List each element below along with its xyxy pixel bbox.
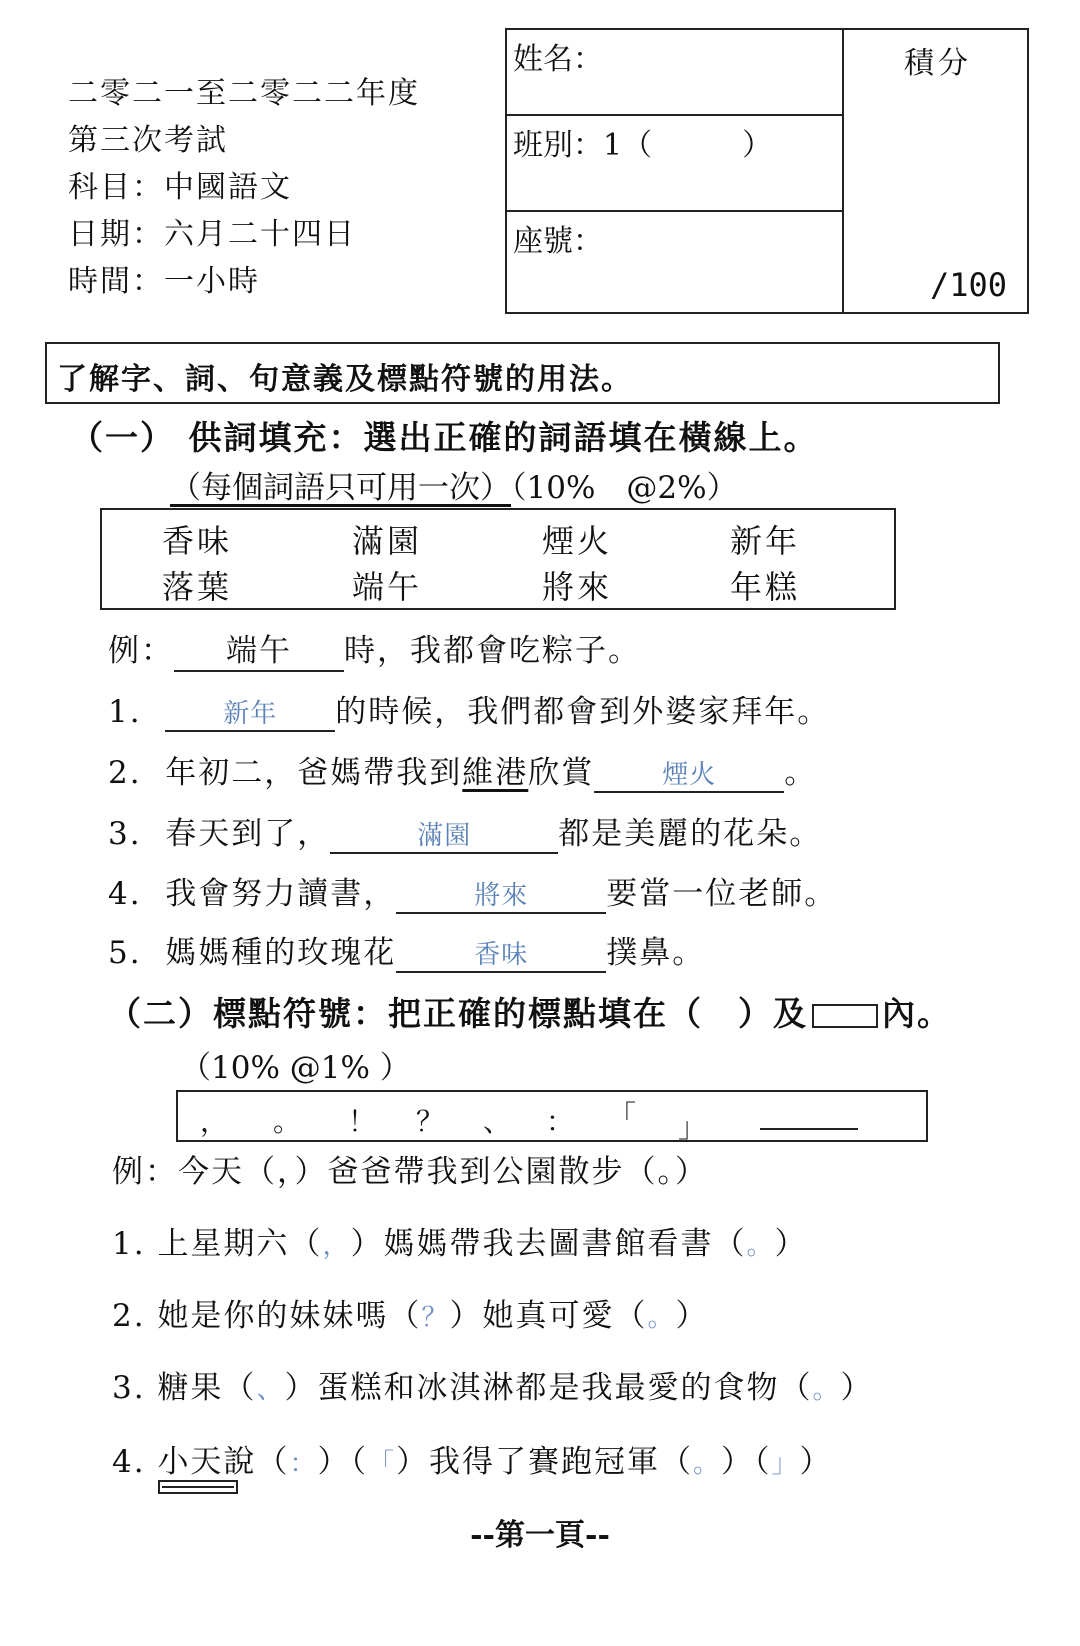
word-bank-item: 將來 (542, 568, 613, 606)
word-bank-item: 香味 (162, 522, 233, 560)
answer-blank[interactable]: 滿園 (330, 815, 558, 854)
section1-question-5: 5. 媽媽種的玫瑰花 香味 撲鼻。 (108, 935, 706, 971)
word-bank-item: 滿園 (352, 522, 423, 560)
instruction-box: 了解字、詞、句意義及標點符號的用法。 (45, 342, 1000, 404)
punct-answer[interactable]: 。 (692, 1449, 721, 1479)
punct-item: ： (546, 1105, 575, 1138)
punct-answer[interactable]: ： (289, 1449, 318, 1479)
answer-blank[interactable]: 煙火 (594, 754, 784, 793)
word-bank-item: 落葉 (162, 568, 233, 606)
school-year: 二零二一至二零二二年度 (68, 76, 420, 111)
punct-answer[interactable]: 。 (647, 1303, 676, 1333)
section1-question-4: 4. 我會努力讀書， 將來 要當一位老師。 (108, 876, 838, 912)
student-fields (507, 30, 844, 312)
answer-blank[interactable]: 香味 (396, 934, 606, 973)
word-bank-item: 年糕 (730, 568, 801, 606)
section2-question-2: 2. 她是你的妹妹嗎（？）她真可愛（。） (112, 1298, 709, 1334)
answer-blank[interactable]: 新年 (165, 693, 335, 732)
punct-item: ， (200, 1105, 229, 1138)
word-bank-item: 新年 (730, 522, 801, 560)
punct-item: 、 (483, 1105, 512, 1138)
section2-marks: （10% @1% ） (180, 1050, 411, 1086)
proper-name-mark (158, 1480, 238, 1494)
section1-note: （每個詞語只可用一次）（10% @2%） (170, 470, 738, 506)
seat-field[interactable]: 座號： (513, 224, 603, 259)
student-info-box (505, 28, 1029, 314)
section1-question-1: 1. 新年 的時候，我們都會到外婆家拜年。 (108, 694, 831, 730)
punct-answer[interactable]: 」 (771, 1449, 800, 1479)
section1-question-3: 3. 春天到了， 滿園 都是美麗的花朵。 (108, 816, 823, 852)
punct-item: 」 (678, 1111, 707, 1144)
section2-question-1: 1. 上星期六（，）媽媽帶我去圖書館看書（。） (112, 1226, 808, 1262)
name-field[interactable]: 姓名： (507, 30, 842, 116)
punctuation-bank (176, 1090, 928, 1142)
punct-item: ？ (416, 1105, 445, 1138)
box-symbol (812, 1004, 878, 1028)
exam-name: 第三次考試 (68, 123, 228, 158)
exam-header (68, 70, 420, 305)
exam-time: 時間：一小時 (68, 264, 260, 299)
exam-date: 日期：六月二十四日 (68, 217, 356, 252)
section2-example: 例：今天（，）爸爸帶我到公園散步（。） (112, 1154, 708, 1190)
section1-question-2: 2. 年初二，爸媽帶我到維港欣賞 煙火 。 (108, 755, 818, 791)
section2-title: （二）標點符號：把正確的標點填在（ ）及 內。 (108, 994, 952, 1033)
word-bank-item: 煙火 (542, 522, 613, 560)
class-field[interactable]: 班別：1（ ） (507, 116, 842, 212)
blank-line-symbol (760, 1128, 858, 1130)
punct-answer[interactable]: ？ (421, 1303, 450, 1333)
punct-item: 「 (608, 1099, 637, 1132)
score-label: 積分 (904, 46, 972, 81)
answer-blank[interactable]: 將來 (396, 875, 606, 914)
subject: 科目：中國語文 (68, 170, 292, 205)
word-bank (100, 508, 896, 610)
word-bank-item: 端午 (352, 568, 423, 606)
punct-answer[interactable]: 。 (812, 1375, 841, 1405)
punct-answer[interactable]: ， (322, 1231, 351, 1261)
section2-question-3: 3. 糖果（、）蛋糕和冰淇淋都是我最愛的食物（。） (112, 1370, 874, 1406)
example-answer: 端午 (174, 625, 344, 672)
punct-answer[interactable]: 。 (746, 1231, 775, 1261)
punct-answer[interactable]: 「 (367, 1449, 396, 1479)
proper-name: 小天 (157, 1444, 224, 1480)
section1-example: 例： 端午 時，我都會吃粽子。 (108, 625, 641, 672)
punct-item: ！ (348, 1105, 377, 1138)
page-footer: --第一頁-- (470, 1518, 610, 1553)
section2-question-4: 4. 小天說（：）（「）我得了賽跑冠軍（。）（」） (112, 1444, 833, 1480)
punct-item: 。 (273, 1105, 302, 1138)
punct-answer[interactable]: 、 (256, 1375, 285, 1405)
section1-title: （一） 供詞填充：選出正確的詞語填在橫線上。 (70, 418, 819, 457)
score-total: /100 (929, 266, 1007, 304)
